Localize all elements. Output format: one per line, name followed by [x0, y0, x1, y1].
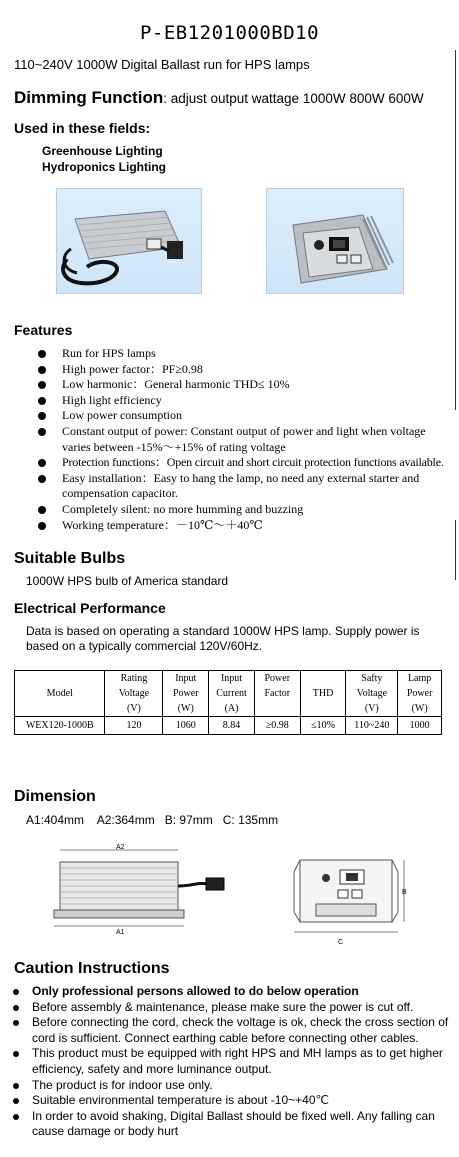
cell-input-power: 1060 — [163, 717, 209, 735]
list-item: Only professional persons allowed to do below operation — [0, 984, 459, 1000]
bullet-icon — [38, 522, 46, 530]
cell-power-factor: ≥0.98 — [254, 717, 300, 735]
field-greenhouse: Greenhouse Lighting — [42, 144, 163, 158]
dimension-side-drawing — [46, 840, 246, 936]
table-header-row — [15, 671, 442, 717]
bullet-icon — [13, 1098, 19, 1104]
header-lamp-power: Lamp Power (W) — [398, 671, 442, 717]
ballast-photo-side — [266, 188, 404, 294]
bullet-icon — [38, 428, 46, 436]
cell-input-current: 8.84 — [209, 717, 255, 735]
list-item: Easy installation：Easy to hang the lamp, no need any external starter and compensation capacitor. — [0, 471, 459, 502]
cell-safety-voltage: 110~240 — [346, 717, 398, 735]
fields-heading: Used in these fields: — [14, 120, 151, 136]
dim-label-b: B — [402, 889, 407, 896]
header-safety-voltage: Safty Voltage (V) — [346, 671, 398, 717]
header-thd: THD — [300, 671, 346, 717]
bulbs-heading: Suitable Bulbs — [14, 550, 126, 567]
bullet-icon — [13, 989, 19, 995]
list-item: The product is for indoor use only. — [0, 1078, 459, 1094]
bullet-icon — [13, 1114, 19, 1120]
list-item: Low power consumption — [0, 408, 459, 424]
list-item: Suitable environmental temperature is about -10~+40℃ — [0, 1093, 459, 1109]
bullet-icon — [38, 475, 46, 483]
list-item: Before connecting the cord, check the voltage is ok, check the cross section of cord is sufficient. Connect earthing cable before connecting other cables. — [0, 1015, 459, 1046]
list-item: Before assembly & maintenance, please make sure the power is cut off. — [0, 1000, 459, 1016]
list-item: Run for HPS lamps — [0, 346, 459, 362]
list-item: This product must be equipped with right HPS and MH lamps as to get higher efficiency, safety and more luminance output. — [0, 1046, 459, 1077]
list-item: Constant output of power: Constant output of power and light when voltage varies between -15%～+15% of rating voltage — [0, 424, 459, 455]
electrical-text: Data is based on operating a standard 1000W HPS lamp. Supply power is based on a typically commercial 120V/60Hz. — [26, 624, 420, 653]
bullet-icon — [38, 381, 46, 389]
header-input-power: Input Power (W) — [163, 671, 209, 717]
header-input-current: Input Current (A) — [209, 671, 255, 717]
dim-label-a1: A1 — [116, 929, 125, 936]
spec-table — [14, 670, 442, 735]
bullet-icon — [38, 366, 46, 374]
list-item: Low harmonic：General harmonic THD≤ 10% — [0, 377, 459, 393]
bullet-icon — [38, 459, 46, 467]
electrical-heading: Electrical Performance — [14, 600, 166, 616]
dimming-function — [14, 88, 424, 108]
caution-list — [0, 984, 459, 1140]
features-heading: Features — [14, 322, 73, 338]
ballast-photo-front — [56, 188, 202, 294]
list-item: In order to avoid shaking, Digital Ballast should be fixed well. Any falling can cause damage or body hurt — [0, 1109, 459, 1140]
header-rating-voltage: Rating Voltage (V) — [105, 671, 163, 717]
cell-model: WEX120-1000B — [15, 717, 105, 735]
cell-thd: ≤10% — [300, 717, 346, 735]
dimension-text: A1:404mm A2:364mm B: 97mm C: 135mm — [26, 813, 279, 827]
dimension-end-drawing — [286, 852, 412, 948]
dim-label-c: C — [338, 939, 344, 946]
cell-rating-voltage: 120 — [105, 717, 163, 735]
list-item: Protection functions：Open circuit and short circuit protection functions available. — [0, 455, 459, 471]
features-list — [0, 346, 459, 533]
header-power-factor: Power Factor — [254, 671, 300, 717]
bullet-icon — [13, 1083, 19, 1089]
bullet-icon — [38, 350, 46, 358]
header-model: Model — [15, 671, 105, 717]
table-row — [15, 717, 442, 735]
dim-label-a2: A2 — [116, 844, 125, 851]
bullet-icon — [13, 1020, 19, 1026]
list-item: High power factor：PF≥0.98 — [0, 362, 459, 378]
bullet-icon — [13, 1005, 19, 1011]
bullet-icon — [38, 506, 46, 514]
product-code: P-EB1201000BD10 — [139, 22, 320, 44]
bullet-icon — [13, 1051, 19, 1057]
dimming-label: Dimming Function — [14, 88, 164, 107]
bullet-icon — [38, 412, 46, 420]
field-hydroponics: Hydroponics Lighting — [42, 160, 166, 174]
list-item: Completely silent: no more humming and buzzing — [0, 502, 459, 518]
cell-lamp-power: 1000 — [398, 717, 442, 735]
list-item: Working temperature：－10℃～＋40℃ — [0, 518, 459, 534]
subtitle: 110~240V 1000W Digital Ballast run for HPS lamps — [14, 57, 310, 72]
caution-heading: Caution Instructions — [14, 960, 170, 977]
bulbs-text: 1000W HPS bulb of America standard — [26, 574, 229, 588]
dimension-heading: Dimension — [14, 788, 96, 805]
bullet-icon — [38, 397, 46, 405]
list-item: High light efficiency — [0, 393, 459, 409]
dimming-desc: : adjust output wattage 1000W 800W 600W — [163, 91, 424, 106]
